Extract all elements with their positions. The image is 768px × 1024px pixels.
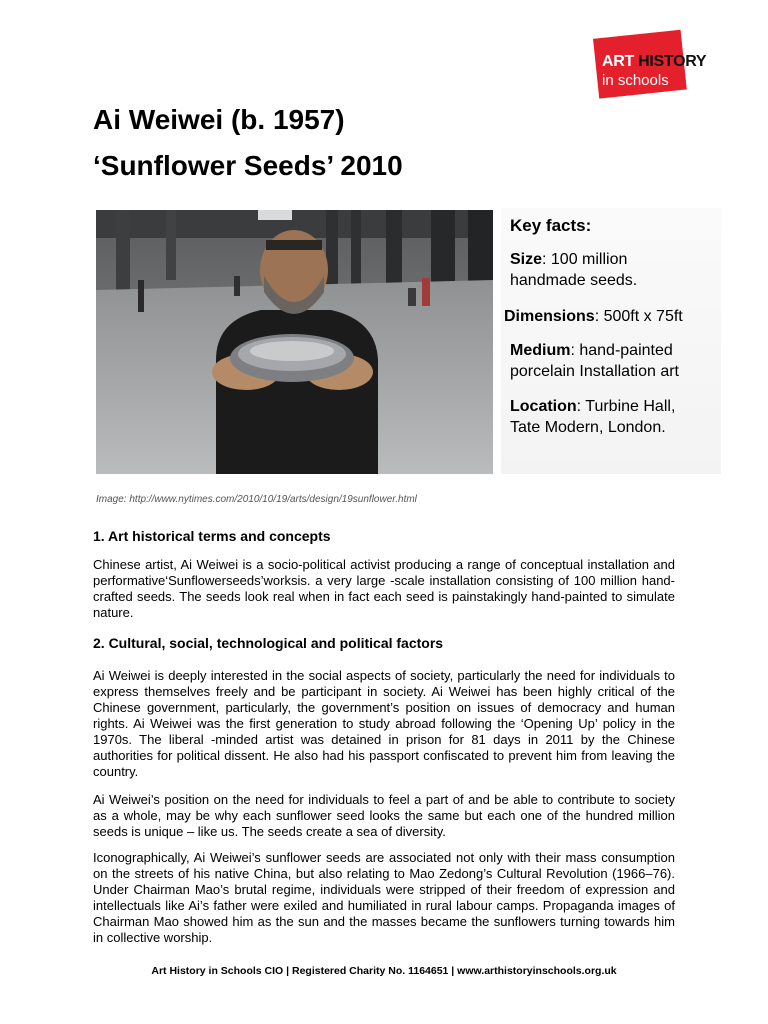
logo-text-line2: in schools [602,72,669,89]
fact-location-value: : Turbine Hall, [576,398,676,415]
fact-size [510,249,637,291]
fact-medium-value: : hand-painted [570,342,673,359]
fact-location-value-line2: Tate Modern, London. [510,419,666,436]
image-caption: Image: http://www.nytimes.com/2010/10/19/arts/design/19sunflower.html [96,494,417,505]
page-footer: Art History in Schools CIO | Registered Charity No. 1164651 | www.arthistoryinschools.org.uk [151,965,617,977]
section2-paragraph-1: Ai Weiwei is deeply interested in the social aspects of society, particularly the need for individuals to express themselves freely and be participant in society. Ai Weiwei has been highly critical of the Chinese government, particularly, the government’s position on issues of democracy and human rights. Ai Weiwei was the first generation to study abroad following the ‘Opening Up’ policy in the 1970s. The liberal -minded artist was detained in prison for 81 days in 2011 by the Chinese authorities for political dissent. He also had his passport confiscated to prevent him from leaving the country. [93,668,675,779]
section2-heading: 2. Cultural, social, technological and political factors [93,635,444,651]
key-facts-heading: Key facts: [510,216,592,235]
section2-paragraph-2: Ai Weiwei’s position on the need for individuals to feel a part of and be able to contribute to society as a whole, may be why each sunflower seed looks the same but each one of the hundred million seeds is unique – like us. The seeds create a sea of diversity. [93,792,675,839]
fact-medium-value-line2: porcelain Installation art [510,363,679,380]
fact-medium-label: Medium [510,342,571,359]
logo-text-line1 [602,53,706,71]
art-history-in-schools-logo [596,36,722,94]
fact-size-value: : 100 million [542,251,628,268]
logo-word-art: ART [602,53,639,70]
fact-medium [510,340,679,382]
fact-dimensions [504,306,683,327]
fact-location [510,396,675,438]
fact-dimensions-value: : 500ft x 75ft [594,308,683,325]
page-title: Ai Weiwei (b. 1957) [93,104,345,135]
logo-word-history: HISTORY [638,53,707,70]
fact-dimensions-label: Dimensions [504,308,595,325]
artist-photo [96,210,493,474]
fact-size-value-line2: handmade seeds. [510,272,638,289]
artwork-title: ‘Sunflower Seeds’ 2010 [93,150,403,181]
section1-paragraph: Chinese artist, Ai Weiwei is a socio-political activist producing a range of conceptual installation and performative‘Sunflowerseeds’worksis. a very large -scale installation consisting of 100 million hand-crafted seeds. The seeds look real when in fact each seed is painstakingly hand-painted to simulate nature. [93,557,675,620]
section1-heading: 1. Art historical terms and concepts [93,528,331,544]
key-facts-panel [501,208,721,474]
fact-size-label: Size [510,251,543,268]
fact-location-label: Location [510,398,577,415]
section2-paragraph-3: Iconographically, Ai Weiwei’s sunflower seeds are associated not only with their mass consumption on the streets of his native China, but also relating to Mao Zedong’s Cultural Revolution (1966–76). Under Chairman Mao’s brutal regime, individuals were stripped of their freedom of expression and intellectuals like Ai’s father were exiled and humiliated in rural labour camps. Propaganda images of Chairman Mao showed him as the sun and the masses became the sunflowers turning towards him in collective worship. [93,850,675,945]
